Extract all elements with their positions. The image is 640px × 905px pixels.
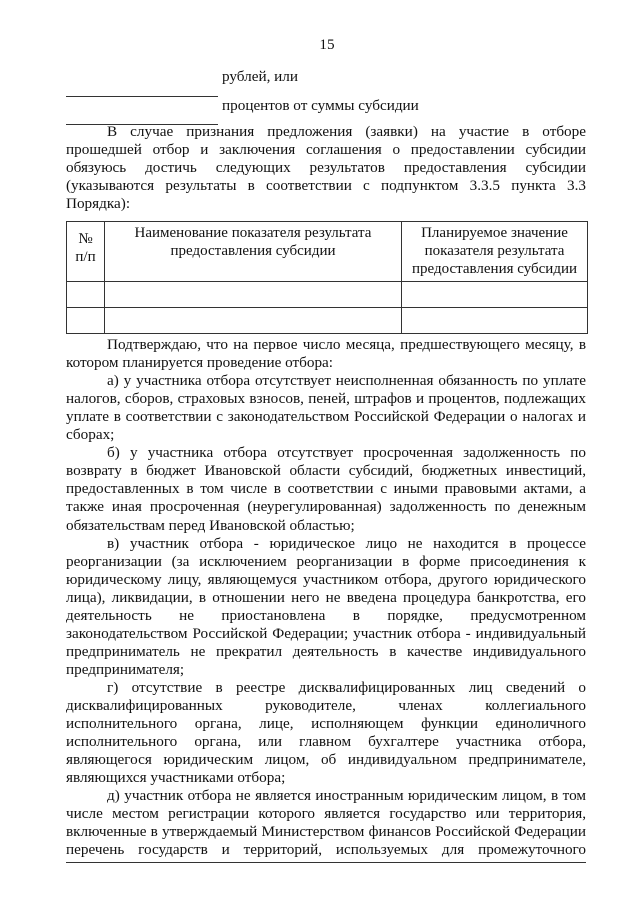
text-line: Подтверждаю, что на первое число месяца, предшествующего месяцу, в <box>107 336 586 353</box>
text-line: предоставленных в том числе в соответствии с иными правовыми актами, а <box>66 480 586 498</box>
text-line: включенные в утверждаемый Министерством финансов Российской Федерации <box>66 823 586 841</box>
text-line: б) у участника отбора отсутствует просроченная задолженность по <box>107 444 586 462</box>
text-line: дисквалифицированных руководителе, членах коллегиального <box>66 697 586 714</box>
text-line: Порядка): <box>66 195 131 212</box>
text-line: предприниматель не прекратил деятельность в качестве индивидуального <box>66 642 586 660</box>
text-line: исполнительного органа, лице, исполняющем функции единоличного <box>66 715 586 733</box>
text-line: (указываются результаты в соответствии с подпунктом 3.3.5 пункта 3.3 <box>66 177 586 194</box>
header-text: п/п <box>75 249 96 265</box>
table-cell[interactable] <box>67 282 105 308</box>
table-header-row <box>67 222 588 282</box>
table-row <box>67 308 588 334</box>
table-cell[interactable] <box>105 282 402 308</box>
text-line: котором планируется проведение отбора: <box>66 354 334 372</box>
text-line: перечень государств и территорий, используемых для промежуточного <box>66 841 586 859</box>
results-table <box>66 221 588 334</box>
text-line: д) участник отбора не является иностранным юридическим лицом, в том <box>107 787 586 805</box>
text-line: лица), ликвидации, в отношении него не введена процедура банкротства, его <box>66 588 586 606</box>
text-line: являющихся участниками отбора; <box>66 769 286 787</box>
table-row <box>67 282 588 308</box>
header-text: Наименование показателя результата <box>134 225 372 241</box>
text-line: прошедшей отбор и заключения соглашения о предоставлении субсидии <box>66 141 586 158</box>
text-line: г) отсутствие в реестре дисквалифицированных лиц сведений о <box>107 678 586 696</box>
header-planned-value <box>402 222 588 282</box>
text-line: исполнительного органа, или главном бухгалтере участника отбора, <box>66 733 586 751</box>
text-line: предпринимателя; <box>66 660 185 678</box>
page-number: 15 <box>319 36 335 53</box>
table-cell[interactable] <box>67 308 105 334</box>
text-line: также иная просроченная (неурегулированная) задолженность по денежным <box>66 498 586 516</box>
header-text: Планируемое значение <box>421 225 568 241</box>
text-line: реорганизации (за исключением реорганизации в форме присоединения к <box>66 552 586 570</box>
text-line: обязательствам перед Ивановской областью; <box>66 516 355 534</box>
table-cell[interactable] <box>105 308 402 334</box>
text-line: возврату в бюджет Ивановской области субсидий, бюджетных инвестиций, <box>66 462 586 480</box>
text-line: деятельность не приостановлена в порядке, предусмотренном <box>66 606 586 624</box>
table-cell[interactable] <box>402 308 588 334</box>
text-line: являющегося юридическим лицом, об индивидуальном предпринимателе, <box>66 751 586 769</box>
text-line: числе местом регистрации которого является государство или территория, <box>66 805 586 823</box>
table-cell[interactable] <box>402 282 588 308</box>
text-line: уплате в соответствии с законодательством Российской Федерации о налогах и <box>66 408 586 426</box>
text-line: законодательством Российской Федерации; участник отбора - индивидуальный <box>66 624 586 642</box>
header-text: № <box>78 231 93 247</box>
header-indicator-name <box>105 222 402 282</box>
text-line: сборах; <box>66 426 115 444</box>
text-line: обязуюсь достичь следующих результатов предоставления субсидии <box>66 159 586 176</box>
header-number <box>67 222 105 282</box>
header-text: предоставления субсидии <box>170 243 336 259</box>
percent-label: процентов от суммы субсидии <box>222 97 419 114</box>
text-line: В случае признания предложения (заявки) на участие в отборе <box>107 123 586 140</box>
rubles-blank-line <box>66 96 218 97</box>
text-line: а) у участника отбора отсутствует неисполненная обязанность по уплате <box>107 372 586 390</box>
header-text: предоставления субсидии <box>411 261 578 277</box>
text-line: налогов, сборов, страховых взносов, пеней, штрафов и процентов, подлежащих <box>66 390 586 408</box>
rubles-label: рублей, или <box>222 68 299 85</box>
text-line: юридическому лицу, являющемуся участником отбора, другого юридического <box>66 570 586 588</box>
footnote-separator <box>66 862 586 863</box>
header-text: показателя результата <box>424 243 565 259</box>
text-line: в) участник отбора - юридическое лицо не находится в процессе <box>107 534 586 552</box>
